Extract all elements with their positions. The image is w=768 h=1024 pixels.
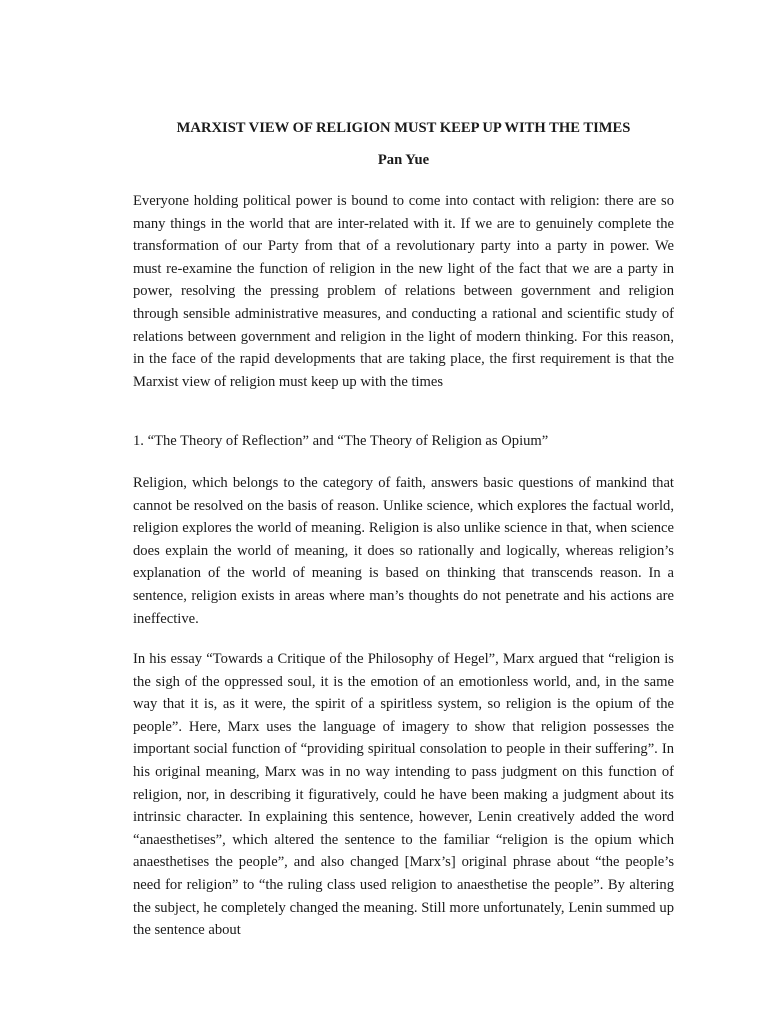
intro-paragraph: Everyone holding political power is bound to come into contact with religion: there are so many things in the world that are inter-related with it. If we are to genuinely complete the transformation of our Party from that of a revolutionary party into a party in power. We must re-examine the function of religion in the new light of the fact that we are a party in power, resolving the pressing problem of relations between government and religion through sensible administrative measures, and conducting a rational and scientific study of relations between government and religion in the light of modern thinking. For this reason, in the face of the rapid developments that are taking place, the first requirement is that the Marxist view of religion must keep up with the times (133, 193, 674, 390)
author-name: Pan Yue (377, 152, 430, 168)
section-heading: 1. “The Theory of Reflection” and “The Theory of Religion as Opium” (133, 433, 549, 449)
body-paragraph: Religion, which belongs to the category of faith, answers basic questions of mankind that cannot be resolved on the basis of reason. Unlike science, which explores the factual world, religion explores the world of meaning. Religion is also unlike science in that, when science does explain the world of meaning, it does so rationally and logically, whereas religion’s explanation of the world of meaning is based on thinking that transcends reason. In a sentence, religion exists in areas where man’s thoughts do not penetrate and his actions are ineffective. (133, 475, 674, 627)
body-paragraph: In his essay “Towards a Critique of the Philosophy of Hegel”, Marx argued that “religion is the sigh of the oppressed soul, it is the emotion of an emotionless world, and, in the same way that it is, as it were, the spirit of a spiritless system, so religion is the opium of the people”. Here, Marx uses the language of imagery to show that religion possesses the important social function of “providing spiritual consolation to people in their suffering”. In his original meaning, Marx was in no way intending to pass judgment on this function of religion, nor, in describing it figuratively, could he have been making a judgment about its intrinsic character. In explaining this sentence, however, Lenin creatively added the word “anaesthetises”, which altered the sentence to the familiar “religion is the opium which anaesthetises the people”, and also changed [Marx’s] original phrase about “the people’s need for religion” to “the ruling class used religion to anaesthetise the people”. By altering the subject, he completely changed the meaning. Still more unfortunately, Lenin summed up the sentence about (133, 651, 674, 939)
document-title: MARXIST VIEW OF RELIGION MUST KEEP UP WITH THE TIMES (176, 120, 631, 136)
